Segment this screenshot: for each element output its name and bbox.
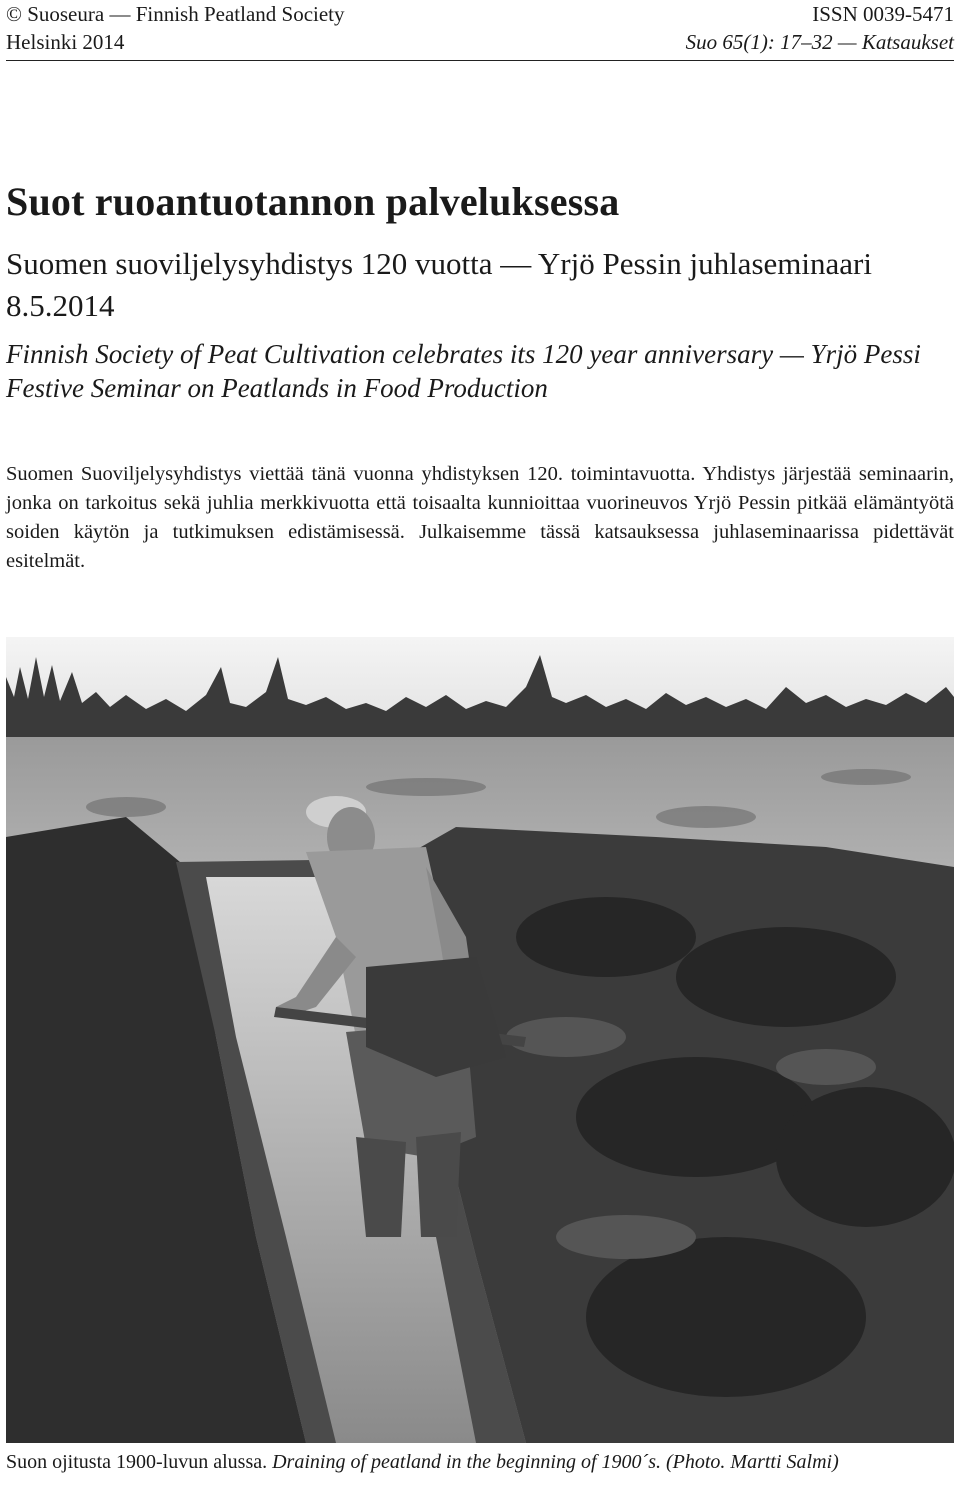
citation-line: Suo 65(1): 17–32 — Katsaukset xyxy=(685,30,954,54)
place-year-line: Helsinki 2014 xyxy=(6,30,125,54)
article-title: Suot ruoantuotannon palveluksessa xyxy=(6,179,620,224)
peat-ditching-photo xyxy=(6,637,954,1443)
caption-finnish: Suon ojitusta 1900-luvun alussa. xyxy=(6,1451,268,1473)
figure-caption xyxy=(6,1448,839,1476)
abstract-paragraph: Suomen Suoviljelysyhdistys viettää tänä vuonna yhdistyksen 120. toimintavuotta. Yhdistys järjestää seminaarin, jonka on tarkoitus sekä juhlia merkkivuotta että toisaalta kunnioittaa vuorineuvos Yrjö Pessin pitkää elämäntyötä soiden käytön ja tutkimuksen edistämisessä. Julkaisemme tässä katsauksessa juhlaseminaarissa pidettävät esitelmät. xyxy=(6,463,954,572)
caption-english: Draining of peatland in the beginning of 1900´s. (Photo. Martti Salmi) xyxy=(272,1451,839,1473)
copyright-line: © Suoseura — Finnish Peatland Society xyxy=(6,2,345,26)
running-header xyxy=(6,0,954,62)
subtitle-english: Finnish Society of Peat Cultivation celebrates its 120 year anniversary — Yrjö Pessi Festive Seminar on Peatlands in Food Production xyxy=(6,339,921,403)
issn-line: ISSN 0039-5471 xyxy=(812,2,954,26)
header-left xyxy=(6,0,345,56)
header-rule xyxy=(6,60,954,61)
header-right xyxy=(686,0,954,56)
subtitle-finnish: Suomen suoviljelysyhdistys 120 vuotta — Yrjö Pessin juhlaseminaari 8.5.2014 xyxy=(6,246,872,323)
photo-illustration xyxy=(6,637,954,1443)
